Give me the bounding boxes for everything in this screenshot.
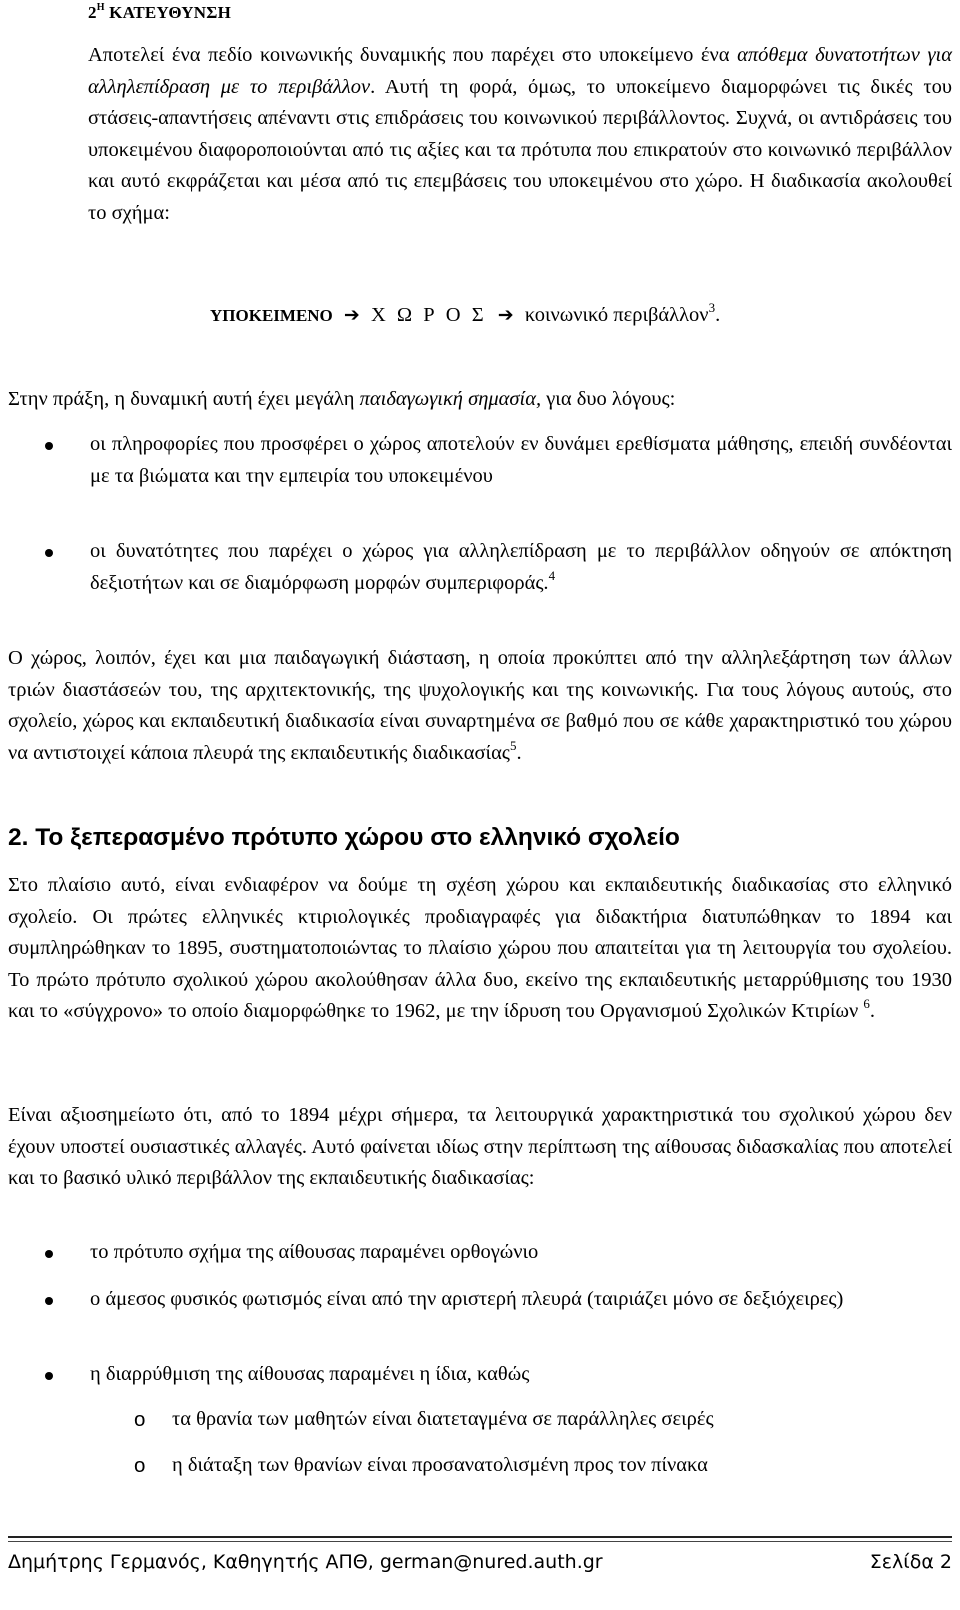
bullet-icon xyxy=(45,1250,53,1258)
arrow-right-icon: ➔ xyxy=(497,304,514,326)
page-number: Σελίδα 2 xyxy=(869,1551,952,1573)
footer-divider xyxy=(8,1536,952,1538)
paragraph: Στο πλαίσιο αυτό, είναι ενδιαφέρον να δούμε τη σχέση χώρου και εκπαιδευτικής διαδικασίας στο ελληνικό σχολείο. Οι πρώτες ελληνικές κτιριολογικές προδιαγραφές για διδακτήρια διατυπώθηκαν το 1894 και συμπληρώθηκαν το 1895, συστηματοποιώντας το πλαίσιο χώρου που απαιτείται για τη λειτουργία του σχολείου. Το πρώτο πρότυπο σχολικού χώρου ακολούθησαν άλλα δυο, εκείνο της εκπαιδευτικής μεταρρύθμισης του 1930 και το «σύγχρονο» το οποίο διαμορφώθηκε το 1962, με την ίδρυση του Οργανισμού Σχολικών Κτιρίων $^6$. xyxy=(8,874,952,1023)
footnote-ref: 3 xyxy=(708,300,716,315)
arrow-right-icon: ➔ xyxy=(343,304,360,326)
scheme-environment: κοινωνικό περιβάλλον xyxy=(524,304,709,326)
section-heading: 2. Το ξεπερασμένο πρότυπο χώρου στο ελληνικό σχολείο xyxy=(8,824,680,851)
bullet-icon xyxy=(45,549,53,557)
footer-author: Δημήτρης Γερμανός, Καθηγητής ΑΠΘ, german@nured.auth.gr xyxy=(8,1551,603,1573)
footnote-ref: 6 xyxy=(863,996,870,1012)
scheme-subject: ΥΠΟΚΕΙΜΕΝΟ xyxy=(210,306,333,325)
bullet-icon xyxy=(45,442,53,450)
bullet-icon xyxy=(45,1372,53,1380)
section-heading: $2^H$ ΚΑΤΕΥΘΥΝΣΗ xyxy=(88,2,232,22)
paragraph: Στην πράξη, η δυναμική αυτή έχει μεγάλη παιδαγωγική σημασία, για δυο λόγους: xyxy=(8,388,676,410)
footer-divider xyxy=(8,1541,952,1542)
circle-bullet-icon: o xyxy=(134,1408,146,1431)
paragraph: Αποτελεί ένα πεδίο κοινωνικής δυναμικής που παρέχει στο υποκείμενο ένα απόθεμα δυνατοτήτων για αλληλεπίδραση με το περιβάλλον. Αυτή τη φορά, όμως, το υποκείμενο διαμορφώνει τις δικές του στάσεις-απαντήσεις απέναντι στις επιδράσεις του κοινωνικού περιβάλλοντος. Συχνά, οι αντιδράσεις του υποκειμένου διαφοροποιούνται από τις αξίες και τα πρότυπα που επικρατούν στο κοινωνικό περιβάλλον και αυτό εκφράζεται και μέσα από τις επεμβάσεις του υποκειμένου στο χώρο. Η διαδικασία ακολουθεί το σχήμα: xyxy=(88,44,952,224)
bullet-icon xyxy=(45,1297,53,1305)
footnote-ref: 4 xyxy=(548,567,556,583)
paragraph: Ο χώρος, λοιπόν, έχει και μια παιδαγωγική διάσταση, η οποία προκύπτει από την αλληλεξάρτηση των άλλων τριών διαστάσεών του, της αρχιτεκτονικής, της ψυχολογικής και της κοινωνικής. Για τους λόγους αυτούς, στο σχολείο, χώρος και εκπαιδευτική διαδικασία είναι συναρτημένα σε βαθμό που σε κάθε χαρακτηριστικό του χώρου να αντιστοιχεί κάποια πλευρά της εκπαιδευτικής διαδικασίας$^5$. xyxy=(8,647,952,764)
document-page: $2^H$ ΚΑΤΕΥΘΥΝΣΗ Αποτελεί ένα πεδίο κοινωνικής δυναμικής που παρέχει στο υποκείμενο ένα απόθεμα δυνατοτήτων για αλληλεπίδραση με το περιβάλλον. Αυτή τη φορά, όμως, το υποκείμενο διαμορφώνει τις δικές του στάσεις-απαντήσεις απέναντι στις επιδράσεις του κοινωνικού περιβάλλοντος. Συχνά, οι αντιδράσεις του υποκειμένου διαφοροποιούνται από τις αξίες και τα πρότυπα που επικρατούν στο κοινωνικό περιβάλλον και αυτό εκφράζεται και μέσα από τις επεμβάσεις του υποκειμένου στο χώρο. Η διαδικασία ακολουθεί το σχήμα: ΥΠΟΚΕΙΜΕΝΟ ➔ Χ Ω Ρ Ο Σ ➔ κοινωνικό περιβάλλον$^3$. Στην πράξη, η δυναμική αυτή έχει μεγάλη παιδαγωγική σημασία, για δυο λόγους: οι πληροφορίες που προσφέρει ο χώρος αποτελούν εν δυνάμει ερεθίσματα μάθησης, επειδή συνδέονται με τα βιώματα και την εμπειρία του υποκειμένου οι δυνατότητες που παρέχει ο χώρος για αλληλεπίδραση με το περιβάλλον οδηγούν σε απόκτηση δεξιοτήτων και σε διαμόρφωση μορφών συμπεριφοράς.$^4$ Ο χώρος, λοιπόν, έχει και μια παιδαγωγική διάσταση, η οποία προκύπτει από την αλληλεξάρτηση των άλλων τριών διαστάσεών του, της αρχιτεκτονικής, της ψυχολογικής και της κοινωνικής. Για τους λόγους αυτούς, στο σχολείο, χώρος και εκπαιδευτική διαδικασία είναι συναρτημένα σε βαθμό που σε κάθε χαρακτηριστικό του χώρου να αντιστοιχεί κάποια πλευρά της εκπαιδευτικής διαδικασίας$^5$. 2. Το ξεπερασμένο πρότυπο χώρου στο ελληνικό σχολείο Στο πλαίσιο αυτό, είναι ενδιαφέρον να δούμε τη σχέση χώρου και εκπαιδευτικής διαδικασίας στο ελληνικό σχολείο. Οι πρώτες ελληνικές κτιριολογικές προδιαγραφές για διδακτήρια διατυπώθηκαν το 1894 και συμπληρώθηκαν το 1895, συστηματοποιώντας το πλαίσιο χώρου που απαιτείται για τη λειτουργία του σχολείου. Το πρώτο πρότυπο σχολικού χώρου ακολούθησαν άλλα δυο, εκείνο της εκπαιδευτικής μεταρρύθμισης του 1930 και το «σύγχρονο» το οποίο διαμορφώθηκε το 1962, με την ίδρυση του Οργανισμού Σχολικών Κτιρίων $^6$. Είναι αξιοσημείωτο ότι, από το 1894 μέχρι σήμερα, τα λειτουργικά χαρακτηριστικά του σχολικού χώρου δεν έχουν υποστεί ουσιαστικές αλλαγές. Αυτό φαίνεται ιδίως στην περίπτωση της αίθουσας διδασκαλίας που αποτελεί και το βασικό υλικό περιβάλλον της εκπαιδευτικής διαδικασίας: το πρότυπο σχήμα της αίθουσας παραμένει ορθογώνιο ο άμεσος φυσικός φωτισμός είναι από την αριστερή πλευρά (ταιριάζει μόνο σε δεξιόχειρες) η διαρρύθμιση της αίθουσας παραμένει η ίδια, καθώς o τα θρανία των μαθητών είναι διατεταγμένα σε παράλληλες σειρές o η διάταξη των θρανίων είναι προσανατολισμένη προς τον πίνακα Δημήτρης Γερμανός, Καθηγητής ΑΠΘ, german@nured.auth.gr Σελίδα 2 xyxy=(8,2,952,1573)
process-scheme: ΥΠΟΚΕΙΜΕΝΟ ➔ Χ Ω Ρ Ο Σ ➔ κοινωνικό περιβάλλον$^3$. xyxy=(210,300,721,326)
circle-bullet-icon: o xyxy=(134,1454,146,1477)
scheme-space: Χ Ω Ρ Ο Σ xyxy=(370,304,487,326)
paragraph: Είναι αξιοσημείωτο ότι, από το 1894 μέχρι σήμερα, τα λειτουργικά χαρακτηριστικά του σχολικού χώρου δεν έχουν υποστεί ουσιαστικές αλλαγές. Αυτό φαίνεται ιδίως στην περίπτωση της αίθουσας διδασκαλίας που αποτελεί και το βασικό υλικό περιβάλλον της εκπαιδευτικής διαδικασίας: xyxy=(8,1104,952,1190)
footnote-ref: 5 xyxy=(509,737,517,753)
